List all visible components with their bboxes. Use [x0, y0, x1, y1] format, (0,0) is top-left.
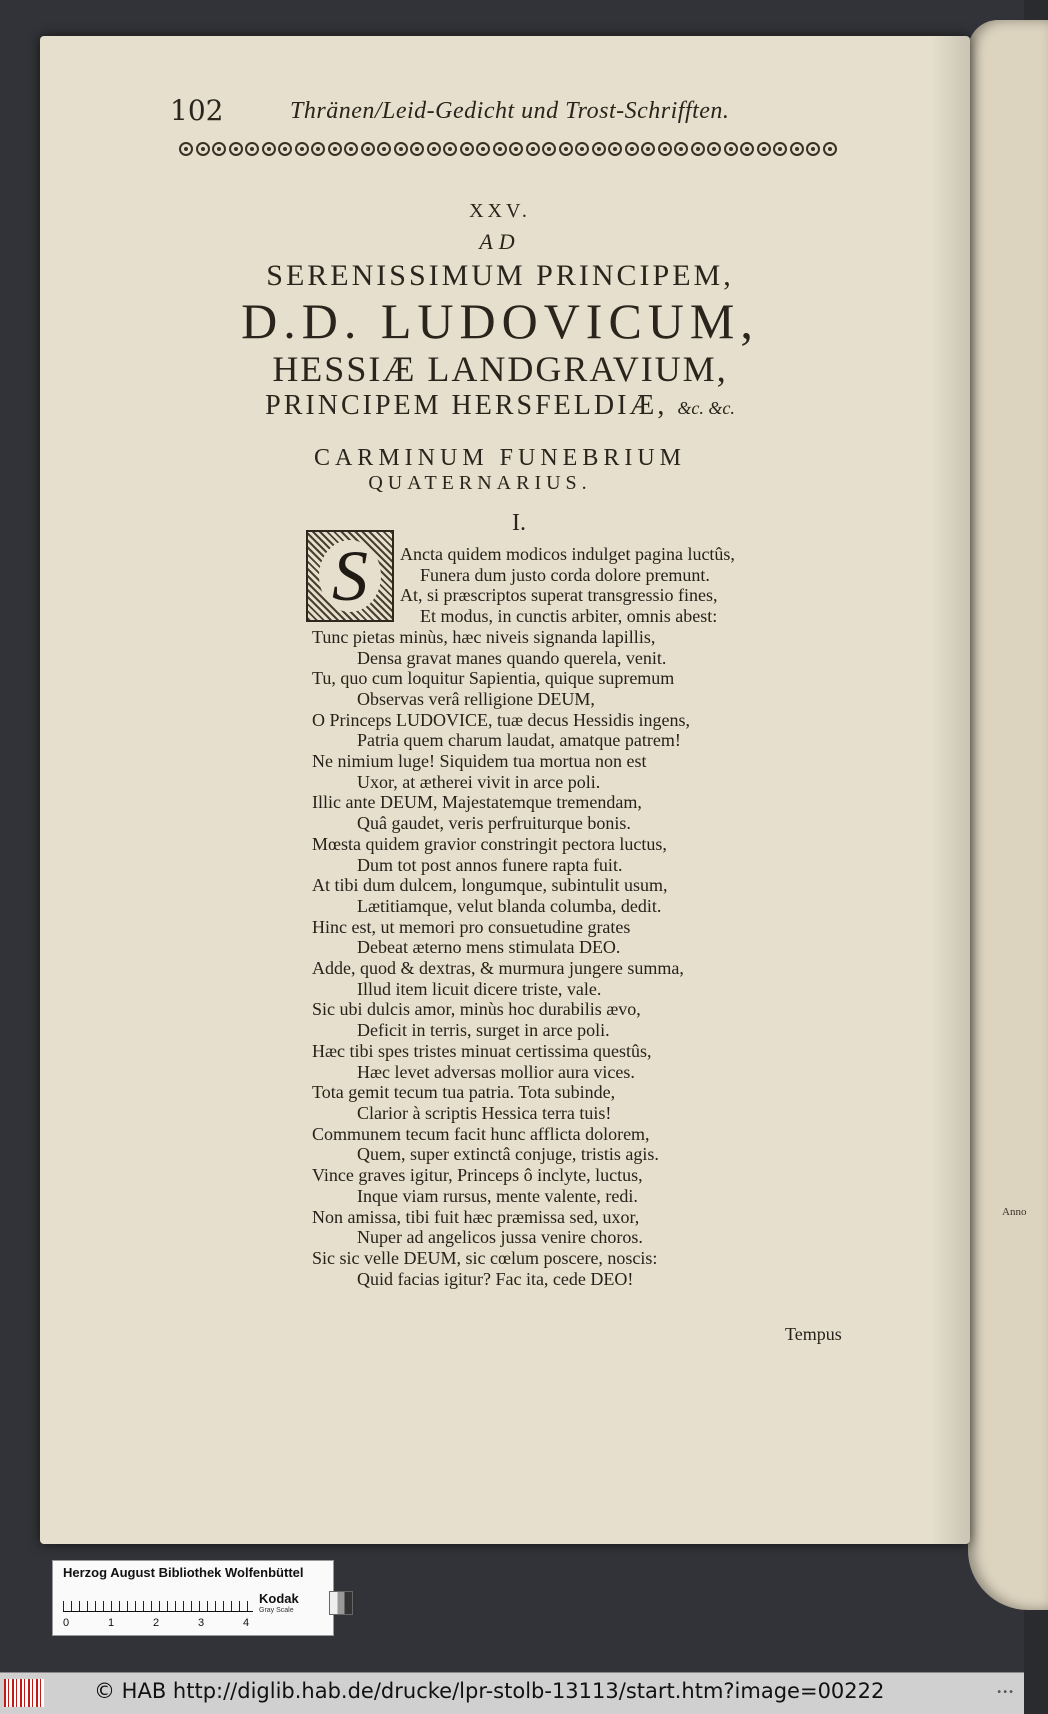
- poem-line: Observas verâ relligione DEUM,: [357, 688, 595, 709]
- title-line-3: HESSIÆ LANDGRAVIUM,: [272, 349, 728, 389]
- poem-line: Deficit in terris, surget in arce poli.: [357, 1020, 610, 1041]
- poem-line: Communem tecum facit hunc afflicta dolorem,: [312, 1123, 650, 1144]
- page-number: 102: [170, 94, 224, 127]
- poem-line: Uxor, at ætherei vivit in arce poli.: [357, 771, 601, 792]
- ornament-unit: [509, 142, 523, 156]
- margin-note: Anno: [1002, 1206, 1027, 1218]
- gray-swatch: [329, 1591, 353, 1615]
- poem-line: Et modus, in cunctis arbiter, omnis abest:: [420, 606, 718, 627]
- poem-text: [312, 544, 772, 1289]
- next-page-edge: [968, 20, 1048, 1610]
- poem-line: Illud item licuit dicere triste, vale.: [357, 978, 602, 999]
- poem-line: Quâ gaudet, veris perfruiturque bonis.: [357, 813, 631, 834]
- ruler-number: 4: [243, 1617, 250, 1629]
- ornament-unit: [658, 142, 672, 156]
- title-line-4-suffix: &c. &c.: [677, 398, 735, 418]
- ornament-unit: [806, 142, 820, 156]
- poem-line: Lætitiamque, velut blanda columba, dedit.: [357, 895, 662, 916]
- catchword: Tempus: [785, 1324, 842, 1344]
- ornament-unit: [311, 142, 325, 156]
- ornament-unit: [179, 142, 193, 156]
- ornament-unit: [212, 142, 226, 156]
- ornament-unit: [773, 142, 787, 156]
- poem-line: Debeat æterno mens stimulata DEO.: [357, 937, 621, 958]
- ruler-number: 1: [108, 1617, 115, 1629]
- ornament-unit: [740, 142, 754, 156]
- kodak-logo: Kodak: [259, 1591, 299, 1606]
- title-ad: AD: [479, 229, 521, 254]
- poem-line: Hinc est, ut memori pro consuetudine grates: [312, 916, 631, 937]
- title-line-2: D.D. LUDOVICUM,: [241, 293, 759, 349]
- poem-line: Densa gravat manes quando querela, venit.: [357, 647, 667, 668]
- ornament-unit: [625, 142, 639, 156]
- ornament-unit: [790, 142, 804, 156]
- target-ruler: [63, 1587, 253, 1612]
- poem-line: Adde, quod & dextras, & murmura jungere summa,: [312, 958, 684, 979]
- ornament-unit: [542, 142, 556, 156]
- ornament-unit: [592, 142, 606, 156]
- ornament-band: [178, 138, 838, 160]
- poem-line: O Princeps LUDOVICE, tuæ decus Hessidis ingens,: [312, 709, 690, 730]
- ornament-unit: [443, 142, 457, 156]
- poem-line: Ne nimium luge! Siquidem tua mortua non est: [312, 751, 647, 772]
- ornament-unit: [229, 142, 243, 156]
- ruler-number: 2: [153, 1617, 160, 1629]
- poem-line: Inque viam rursus, mente valente, redi.: [357, 1185, 638, 1206]
- ornament-unit: [724, 142, 738, 156]
- running-head: Thränen/Leid-Gedicht und Trost-Schrifften.: [290, 98, 730, 124]
- ornament-unit: [394, 142, 408, 156]
- poem-line: Quid facias igitur? Fac ita, cede DEO!: [357, 1268, 634, 1289]
- poem-line: Funera dum justo corda dolore premunt.: [420, 564, 710, 585]
- ornament-unit: [196, 142, 210, 156]
- title-line-4: [150, 389, 850, 425]
- ornament-unit: [526, 142, 540, 156]
- poem-line: Sic sic velle DEUM, sic cœlum poscere, noscis:: [312, 1247, 658, 1268]
- poem-line: Quem, super extinctâ conjuge, tristis agis.: [357, 1144, 659, 1165]
- title-line-4-text: PRINCIPEM HERSFELDIÆ,: [265, 390, 668, 421]
- poem-numeral: XXV.: [469, 200, 531, 222]
- subtitle-carminum: CARMINUM FUNEBRIUM: [313, 445, 687, 471]
- ornament-unit: [608, 142, 622, 156]
- poem-line: Hæc levet adversas mollior aura vices.: [357, 1061, 635, 1082]
- target-library-name: Herzog August Bibliothek Wolfenbüttel: [63, 1565, 304, 1580]
- poem-line: At, si præscriptos superat transgressio fines,: [400, 585, 718, 606]
- ornament-unit: [427, 142, 441, 156]
- ornament-unit: [361, 142, 375, 156]
- ornament-unit: [328, 142, 342, 156]
- ornament-unit: [377, 142, 391, 156]
- ruler-number: 0: [63, 1617, 70, 1629]
- page-header: [170, 94, 790, 134]
- section-number: I.: [512, 510, 526, 536]
- poem-line: Nuper ad angelicos jussa venire choros.: [357, 1227, 643, 1248]
- color-target-card: [52, 1560, 334, 1636]
- decorated-initial-letter: S: [319, 540, 381, 612]
- ornament-unit: [460, 142, 474, 156]
- title-line-1: SERENISSIMUM PRINCIPEM,: [266, 259, 734, 292]
- ruler-number: 3: [198, 1617, 205, 1629]
- ornament-unit: [476, 142, 490, 156]
- poem-line: Mœsta quidem gravior constringit pectora luctus,: [312, 833, 667, 854]
- ornament-unit: [245, 142, 259, 156]
- poem-line: At tibi dum dulcem, longumque, subintulit usum,: [312, 875, 668, 896]
- ornament-unit: [344, 142, 358, 156]
- ornament-unit: [707, 142, 721, 156]
- ornament-unit: [295, 142, 309, 156]
- poem-line: Dum tot post annos funere rapta fuit.: [357, 854, 623, 875]
- title-block: [150, 200, 850, 495]
- viewer-footer: [0, 1672, 1024, 1714]
- poem-line: Clarior à scriptis Hessica terra tuis!: [357, 1102, 612, 1123]
- poem-line: Ancta quidem modicos indulget pagina luctûs,: [400, 544, 735, 564]
- poem-line: Hæc tibi spes tristes minuat certissima questûs,: [312, 1040, 652, 1061]
- source-credit-link[interactable]: © HAB http://diglib.hab.de/drucke/lpr-stolb-13113/start.htm?image=00222: [94, 1679, 885, 1703]
- ornament-unit: [757, 142, 771, 156]
- ornament-unit: [262, 142, 276, 156]
- ornament-unit: [559, 142, 573, 156]
- poem-line: Sic ubi dulcis amor, minùs hoc durabilis ævo,: [312, 999, 641, 1020]
- poem-line: Non amissa, tibi fuit hæc præmissa sed, uxor,: [312, 1206, 640, 1227]
- hab-logo: [4, 1679, 44, 1707]
- ornament-unit: [575, 142, 589, 156]
- footer-dots: •••: [996, 1687, 1014, 1698]
- poem-line: Tota gemit tecum tua patria. Tota subinde,: [312, 1082, 616, 1103]
- poem-line: Tunc pietas minùs, hæc niveis signanda lapillis,: [312, 626, 656, 647]
- poem-line: Tu, quo cum loquitur Sapientia, quique supremum: [312, 668, 675, 689]
- ornament-unit: [641, 142, 655, 156]
- ornament-unit: [823, 142, 837, 156]
- gray-scale-label: Gray Scale: [259, 1607, 294, 1614]
- poem-line: Illic ante DEUM, Majestatemque tremendam,: [312, 792, 642, 813]
- subtitle-quaternarius: QUATERNARIUS.: [368, 472, 592, 494]
- ornament-unit: [674, 142, 688, 156]
- poem-line: Vince graves igitur, Princeps ô inclyte, luctus,: [312, 1165, 643, 1186]
- ornament-unit: [410, 142, 424, 156]
- ornament-unit: [493, 142, 507, 156]
- ornament-unit: [278, 142, 292, 156]
- poem-line: Patria quem charum laudat, amatque patrem!: [357, 730, 681, 751]
- ornament-unit: [691, 142, 705, 156]
